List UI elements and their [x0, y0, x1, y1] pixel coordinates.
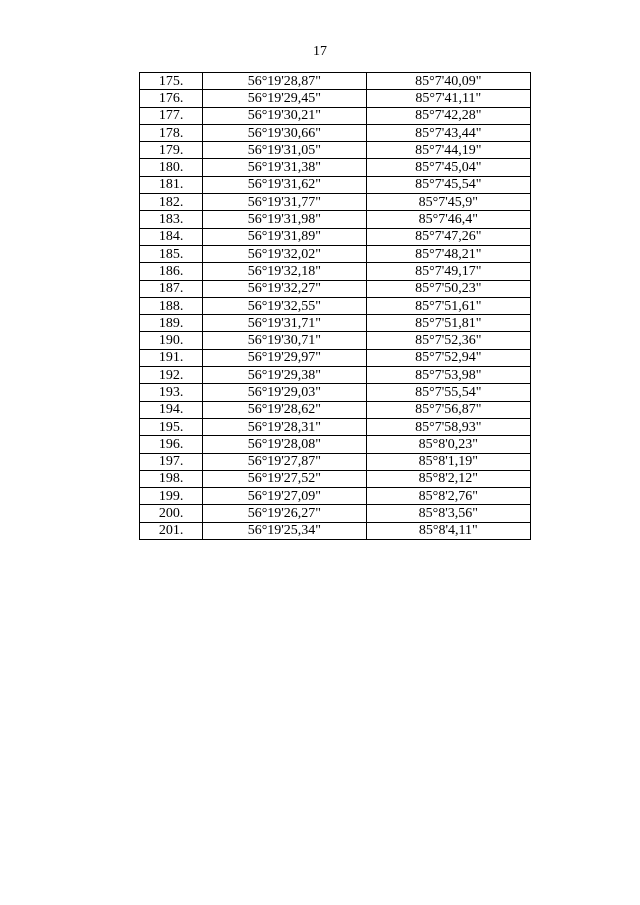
point-number-cell: 181. [140, 176, 203, 193]
latitude-cell: 56°19'25,34" [203, 522, 366, 539]
point-number-cell: 176. [140, 90, 203, 107]
latitude-cell: 56°19'28,87" [203, 73, 366, 90]
longitude-cell: 85°7'51,81" [366, 315, 530, 332]
point-number-cell: 185. [140, 245, 203, 262]
latitude-cell: 56°19'29,38" [203, 367, 366, 384]
longitude-cell: 85°7'46,4" [366, 211, 530, 228]
longitude-cell: 85°7'56,87" [366, 401, 530, 418]
table-row [140, 297, 531, 314]
point-number-cell: 180. [140, 159, 203, 176]
point-number-cell: 198. [140, 470, 203, 487]
latitude-cell: 56°19'32,18" [203, 263, 366, 280]
point-number-cell: 192. [140, 367, 203, 384]
latitude-cell: 56°19'29,45" [203, 90, 366, 107]
table-row [140, 73, 531, 90]
table-row [140, 488, 531, 505]
coordinates-table [139, 72, 531, 540]
longitude-cell: 85°7'52,36" [366, 332, 530, 349]
table-row [140, 505, 531, 522]
longitude-cell: 85°7'52,94" [366, 349, 530, 366]
latitude-cell: 56°19'26,27" [203, 505, 366, 522]
longitude-cell: 85°7'47,26" [366, 228, 530, 245]
longitude-cell: 85°7'53,98" [366, 367, 530, 384]
point-number-cell: 183. [140, 211, 203, 228]
point-number-cell: 189. [140, 315, 203, 332]
table-row [140, 470, 531, 487]
latitude-cell: 56°19'29,97" [203, 349, 366, 366]
table-row [140, 384, 531, 401]
table-row [140, 418, 531, 435]
longitude-cell: 85°7'45,04" [366, 159, 530, 176]
latitude-cell: 56°19'27,09" [203, 488, 366, 505]
table-row [140, 228, 531, 245]
longitude-cell: 85°7'50,23" [366, 280, 530, 297]
point-number-cell: 179. [140, 142, 203, 159]
longitude-cell: 85°8'3,56" [366, 505, 530, 522]
table-row [140, 159, 531, 176]
latitude-cell: 56°19'32,55" [203, 297, 366, 314]
longitude-cell: 85°8'0,23" [366, 436, 530, 453]
table-row [140, 263, 531, 280]
longitude-cell: 85°7'44,19" [366, 142, 530, 159]
longitude-cell: 85°7'58,93" [366, 418, 530, 435]
latitude-cell: 56°19'31,77" [203, 194, 366, 211]
table-row [140, 194, 531, 211]
table-row [140, 349, 531, 366]
point-number-cell: 188. [140, 297, 203, 314]
table-row [140, 436, 531, 453]
point-number-cell: 182. [140, 194, 203, 211]
table-row [140, 367, 531, 384]
latitude-cell: 56°19'27,52" [203, 470, 366, 487]
point-number-cell: 193. [140, 384, 203, 401]
latitude-cell: 56°19'31,98" [203, 211, 366, 228]
latitude-cell: 56°19'30,66" [203, 124, 366, 141]
latitude-cell: 56°19'28,31" [203, 418, 366, 435]
point-number-cell: 190. [140, 332, 203, 349]
latitude-cell: 56°19'27,87" [203, 453, 366, 470]
table-row [140, 315, 531, 332]
table-row [140, 142, 531, 159]
longitude-cell: 85°7'41,11" [366, 90, 530, 107]
point-number-cell: 177. [140, 107, 203, 124]
longitude-cell: 85°7'55,54" [366, 384, 530, 401]
table-row [140, 245, 531, 262]
longitude-cell: 85°7'42,28" [366, 107, 530, 124]
latitude-cell: 56°19'28,62" [203, 401, 366, 418]
point-number-cell: 194. [140, 401, 203, 418]
table-row [140, 107, 531, 124]
longitude-cell: 85°7'40,09" [366, 73, 530, 90]
latitude-cell: 56°19'31,05" [203, 142, 366, 159]
table-row [140, 280, 531, 297]
latitude-cell: 56°19'28,08" [203, 436, 366, 453]
table-row [140, 332, 531, 349]
point-number-cell: 201. [140, 522, 203, 539]
longitude-cell: 85°7'45,9" [366, 194, 530, 211]
longitude-cell: 85°7'48,21" [366, 245, 530, 262]
point-number-cell: 187. [140, 280, 203, 297]
point-number-cell: 196. [140, 436, 203, 453]
latitude-cell: 56°19'29,03" [203, 384, 366, 401]
point-number-cell: 175. [140, 73, 203, 90]
longitude-cell: 85°8'4,11" [366, 522, 530, 539]
latitude-cell: 56°19'31,38" [203, 159, 366, 176]
table-row [140, 124, 531, 141]
latitude-cell: 56°19'31,89" [203, 228, 366, 245]
latitude-cell: 56°19'30,21" [203, 107, 366, 124]
point-number-cell: 184. [140, 228, 203, 245]
point-number-cell: 191. [140, 349, 203, 366]
longitude-cell: 85°7'49,17" [366, 263, 530, 280]
point-number-cell: 197. [140, 453, 203, 470]
point-number-cell: 195. [140, 418, 203, 435]
latitude-cell: 56°19'32,27" [203, 280, 366, 297]
table-row [140, 522, 531, 539]
point-number-cell: 186. [140, 263, 203, 280]
table-row [140, 453, 531, 470]
longitude-cell: 85°7'45,54" [366, 176, 530, 193]
longitude-cell: 85°7'43,44" [366, 124, 530, 141]
table-row [140, 401, 531, 418]
latitude-cell: 56°19'31,62" [203, 176, 366, 193]
longitude-cell: 85°8'1,19" [366, 453, 530, 470]
coordinates-table-body [140, 73, 531, 540]
table-row [140, 176, 531, 193]
page-number: 17 [313, 44, 327, 59]
longitude-cell: 85°8'2,76" [366, 488, 530, 505]
latitude-cell: 56°19'30,71" [203, 332, 366, 349]
latitude-cell: 56°19'31,71" [203, 315, 366, 332]
table-row [140, 211, 531, 228]
longitude-cell: 85°7'51,61" [366, 297, 530, 314]
latitude-cell: 56°19'32,02" [203, 245, 366, 262]
point-number-cell: 200. [140, 505, 203, 522]
longitude-cell: 85°8'2,12" [366, 470, 530, 487]
table-row [140, 90, 531, 107]
point-number-cell: 178. [140, 124, 203, 141]
point-number-cell: 199. [140, 488, 203, 505]
